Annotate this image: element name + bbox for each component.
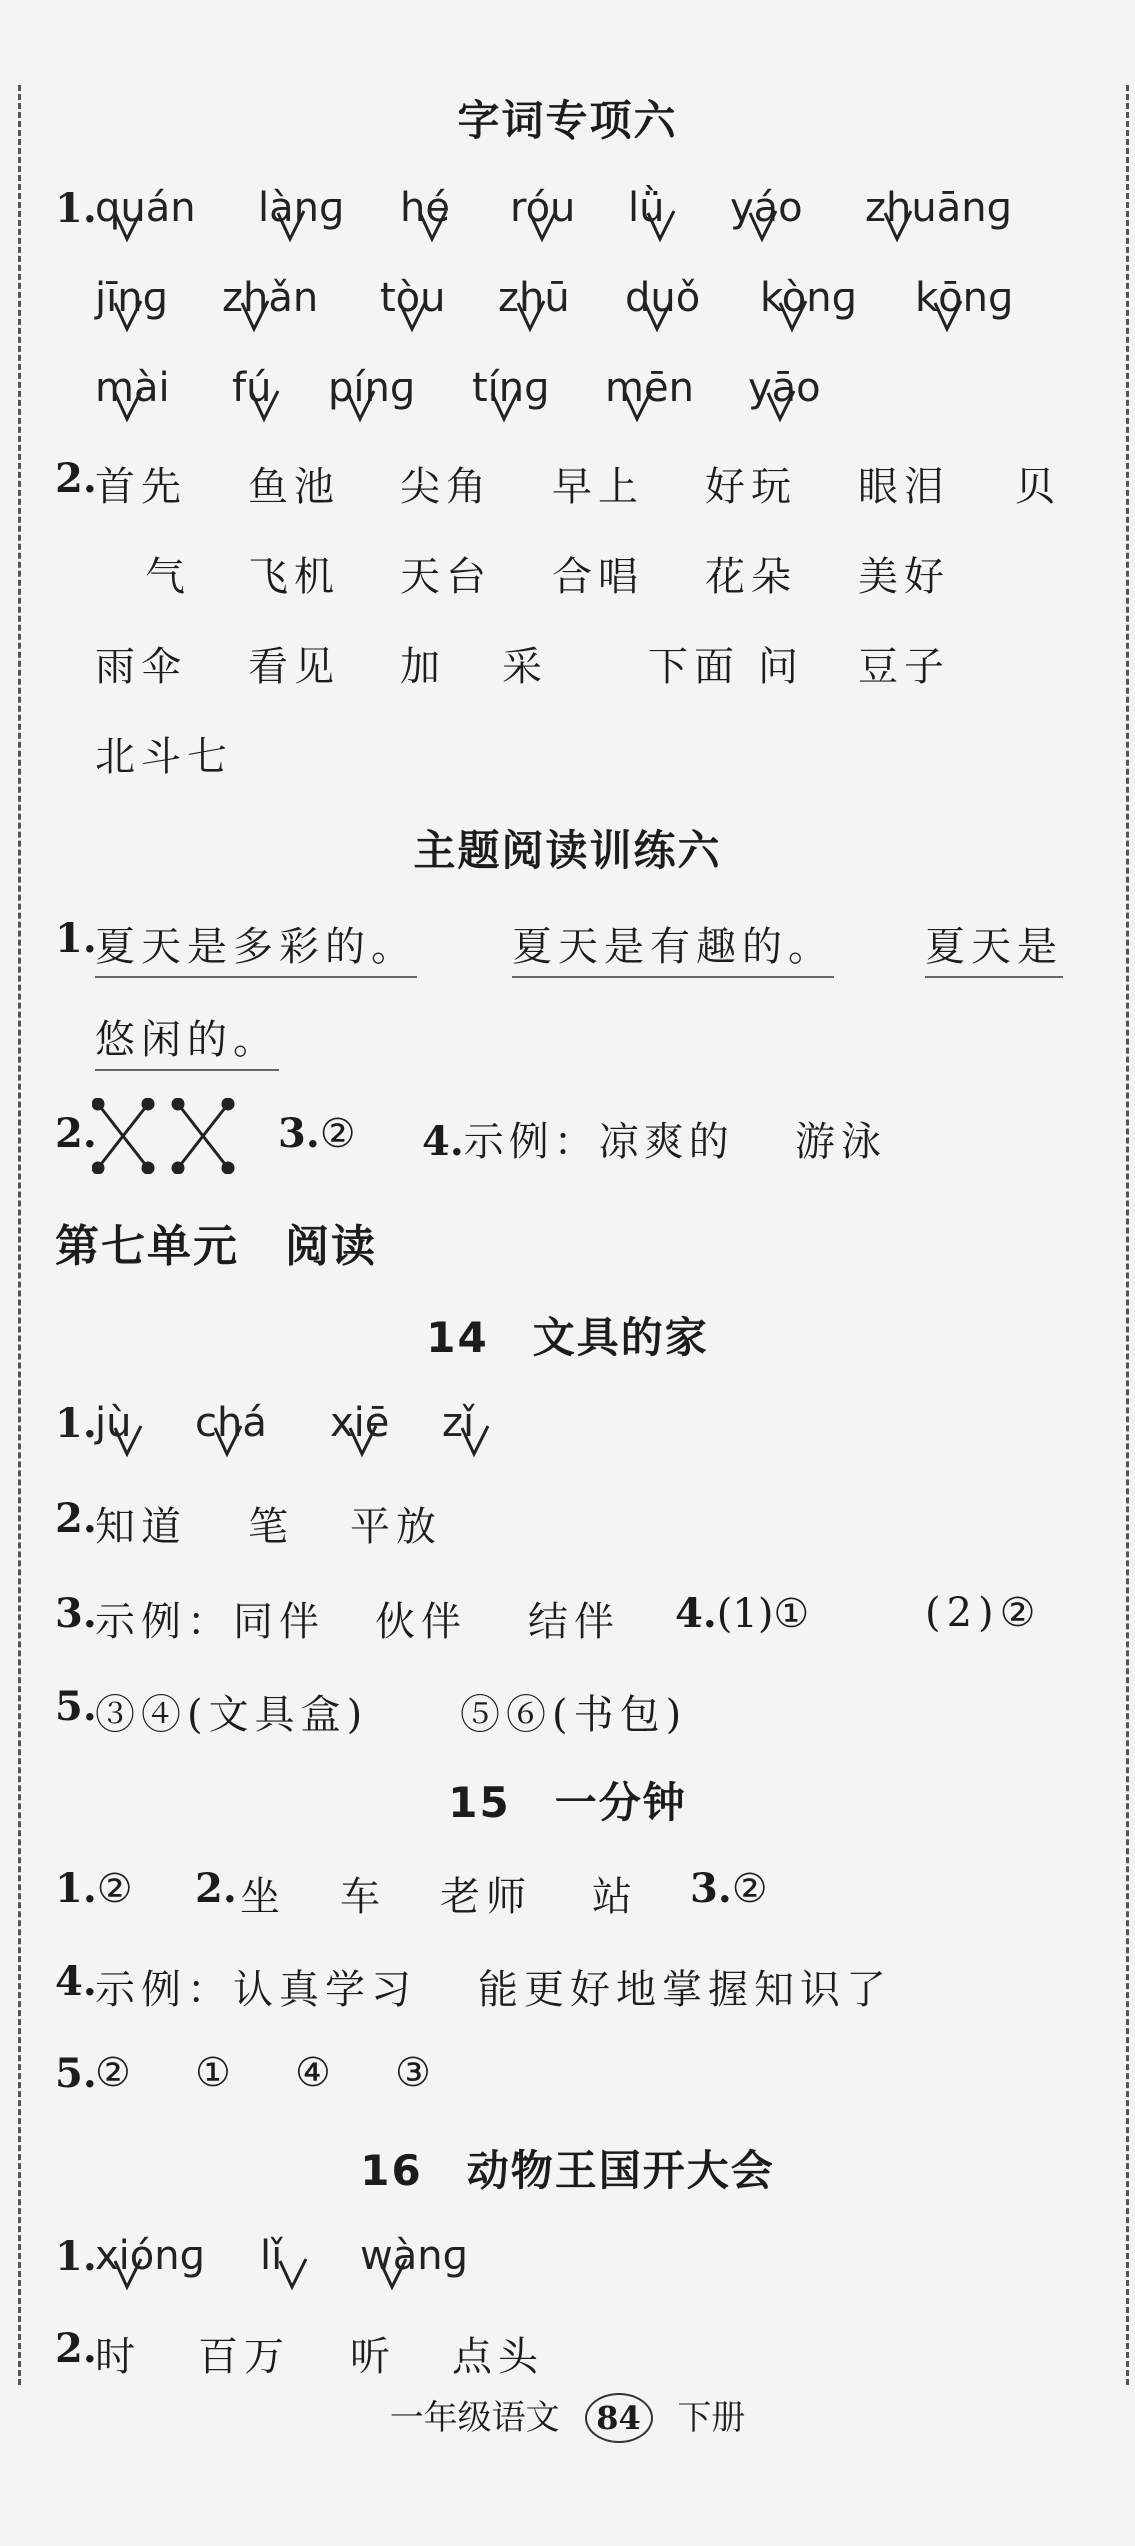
pinyin-answer: tòu (380, 275, 446, 321)
word-answer: 眼泪 (858, 464, 950, 510)
pinyin-answer: kònɡ (760, 275, 857, 321)
l15-q2-c: 老师 (440, 1874, 532, 1920)
l15-q5: 5. (55, 2050, 97, 2097)
l16-q2-c: 听 (350, 2334, 396, 2380)
q2-number: 2. (55, 455, 97, 502)
word-answer: 问 (758, 644, 804, 690)
word-answer: 首先 (95, 464, 187, 510)
s2-q1-answer-1: 夏天是多彩的。 (95, 915, 417, 978)
check-mark-icon (490, 389, 520, 423)
l15-q5-c: ④ (295, 2050, 337, 2096)
pinyin-answer: zhuānɡ (865, 185, 1012, 231)
footer-volume: 下册 (677, 2398, 746, 2438)
pinyin-answer: kōnɡ (915, 275, 1014, 321)
check-mark-icon (883, 209, 913, 243)
l15-q3: 3.② (690, 1865, 768, 1912)
pinyin-answer: jù (95, 1400, 132, 1446)
l15-q4-a: 示例：认真学习 (95, 1967, 417, 2013)
l14-q5-b: ⑤⑥(书包) (460, 1692, 688, 1738)
pinyin-answer: zhū (498, 275, 570, 321)
check-mark-icon (643, 299, 673, 333)
l15-q4-b: 能更好地掌握知识了 (478, 1967, 892, 2013)
check-mark-icon (778, 299, 808, 333)
page-footer (0, 2390, 1135, 2443)
lesson-14-title: 14 文具的家 (426, 1313, 709, 1362)
pinyin-answer: hé (400, 185, 450, 231)
l14-q2-b: 笔 (248, 1504, 294, 1550)
word-answer: 飞机 (248, 554, 340, 600)
s2-q2-number: 2. (55, 1110, 97, 1157)
word-answer: 鱼池 (248, 464, 340, 510)
check-mark-icon (113, 299, 143, 333)
word-answer: 花朵 (705, 554, 797, 600)
word-answer: 加 (400, 644, 446, 690)
word-answer: 合唱 (552, 554, 644, 600)
l14-q2-c: 平放 (350, 1504, 442, 1550)
section-title-reading: 主题阅读训练六 (413, 826, 722, 875)
pinyin-answer: zhǎn (222, 275, 319, 321)
l14-q3: 3. (55, 1590, 97, 1637)
word-answer: 美好 (858, 554, 950, 600)
check-mark-icon (346, 389, 376, 423)
check-mark-icon (113, 1424, 143, 1458)
l15-q5-b: ① (195, 2050, 237, 2096)
s2-q1-answer-2: 夏天是有趣的。 (512, 915, 834, 978)
word-answer: 贝 (1015, 464, 1061, 510)
l14-q3-b: 伙伴 (375, 1599, 467, 1645)
s2-q1-answer-4: 悠闲的。 (95, 1008, 279, 1071)
l16-q1-number: 1. (55, 2233, 97, 2280)
check-mark-icon (240, 299, 270, 333)
l15-q2: 2. (195, 1865, 237, 1912)
section-title-ciyu: 字词专项六 (457, 96, 678, 145)
l16-q2-d: 点头 (452, 2334, 544, 2380)
l14-q3-c: 结伴 (528, 1599, 620, 1645)
check-mark-icon (933, 299, 963, 333)
unit-title: 第七单元 阅读 (55, 1221, 377, 1272)
right-dashed-border (1126, 85, 1129, 2385)
word-answer: 雨伞 (95, 644, 187, 690)
l15-q2-d: 站 (592, 1874, 638, 1920)
l15-q2-a: 坐 (240, 1874, 286, 1920)
matching-cross-lines (92, 1098, 252, 1174)
s2-q4: 4.示例：凉爽的 (422, 1118, 734, 1165)
check-mark-icon (766, 389, 796, 423)
left-dashed-border (18, 85, 21, 2385)
pinyin-answer: lǜ (628, 185, 665, 231)
l16-q2-b: 百万 (198, 2334, 290, 2380)
pinyin-answer: róu (510, 185, 576, 231)
word-answer: 下面 (648, 644, 740, 690)
word-answer: 早上 (552, 464, 644, 510)
pinyin-answer: duǒ (625, 275, 701, 321)
word-answer: 好玩 (705, 464, 797, 510)
word-answer: 天台 (400, 554, 492, 600)
word-answer: 豆子 (858, 644, 950, 690)
word-answer: 尖角 (400, 464, 492, 510)
pinyin-answer: mài (95, 365, 170, 411)
check-mark-icon (748, 209, 778, 243)
check-mark-icon (113, 389, 143, 423)
l14-q3-a: 示例：同伴 (95, 1599, 325, 1645)
pinyin-answer: chá (195, 1400, 267, 1446)
pinyin-answer: mēn (605, 365, 694, 411)
l14-q2: 2. (55, 1495, 97, 1542)
check-mark-icon (348, 1424, 378, 1458)
s2-q3: 3.② (278, 1110, 356, 1157)
l14-q5: 5. (55, 1683, 97, 1730)
l14-q1-number: 1. (55, 1400, 97, 1447)
word-answer: 气 (145, 554, 191, 600)
l15-q5-a: ② (95, 2050, 137, 2096)
l14-q5-a: ③④(文具盒) (95, 1692, 369, 1738)
pinyin-answer: pínɡ (328, 365, 416, 411)
pinyin-answer: yáo (730, 185, 803, 231)
pinyin-answer: zǐ (442, 1400, 475, 1446)
check-mark-icon (528, 209, 558, 243)
lesson-16-title: 16 动物王国开大会 (360, 2146, 775, 2195)
l14-q4-b: (2)② (925, 1590, 1042, 1636)
footer-grade: 一年级语文 (389, 2398, 560, 2438)
l15-q1: 1.② (55, 1865, 133, 1912)
pinyin-answer: wànɡ (360, 2233, 468, 2279)
check-mark-icon (623, 389, 653, 423)
q1-number: 1. (55, 185, 97, 232)
pinyin-answer: jīnɡ (95, 275, 168, 321)
l15-q4: 4. (55, 1958, 97, 2005)
s2-q1-answer-3: 夏天是 (925, 915, 1063, 978)
pinyin-answer: lǐ (260, 2233, 283, 2279)
pinyin-answer: tínɡ (472, 365, 550, 411)
l15-q2-b: 车 (340, 1874, 386, 1920)
lesson-15-title: 15 一分钟 (448, 1778, 687, 1827)
s2-q4-answer-b: 游泳 (795, 1119, 887, 1165)
s2-q1-number: 1. (55, 915, 97, 962)
check-mark-icon (516, 299, 546, 333)
check-mark-icon (398, 299, 428, 333)
pinyin-answer: fú (232, 365, 272, 411)
pinyin-answer: xiónɡ (95, 2233, 205, 2279)
l16-q2: 2. (55, 2325, 97, 2372)
pinyin-answer: xiē (330, 1400, 390, 1446)
l14-q2-a: 知道 (95, 1504, 187, 1550)
pinyin-answer: yāo (748, 365, 821, 411)
pinyin-answer: lànɡ (258, 185, 345, 231)
check-mark-icon (278, 2257, 308, 2291)
check-mark-icon (113, 2257, 143, 2291)
word-answer: 采 (502, 644, 548, 690)
check-mark-icon (276, 209, 306, 243)
check-mark-icon (250, 389, 280, 423)
check-mark-icon (460, 1424, 490, 1458)
word-answer: 北斗七 (95, 734, 233, 780)
page-number-badge: 84 (585, 2393, 653, 2443)
check-mark-icon (418, 209, 448, 243)
check-mark-icon (378, 2257, 408, 2291)
l15-q5-d: ③ (395, 2050, 437, 2096)
word-answer: 看见 (248, 644, 340, 690)
check-mark-icon (646, 209, 676, 243)
pinyin-answer: quán (95, 185, 196, 231)
l14-q4: 4.(1)① (675, 1590, 810, 1637)
check-mark-icon (113, 209, 143, 243)
check-mark-icon (213, 1424, 243, 1458)
l16-q2-a: 时 (95, 2334, 141, 2380)
